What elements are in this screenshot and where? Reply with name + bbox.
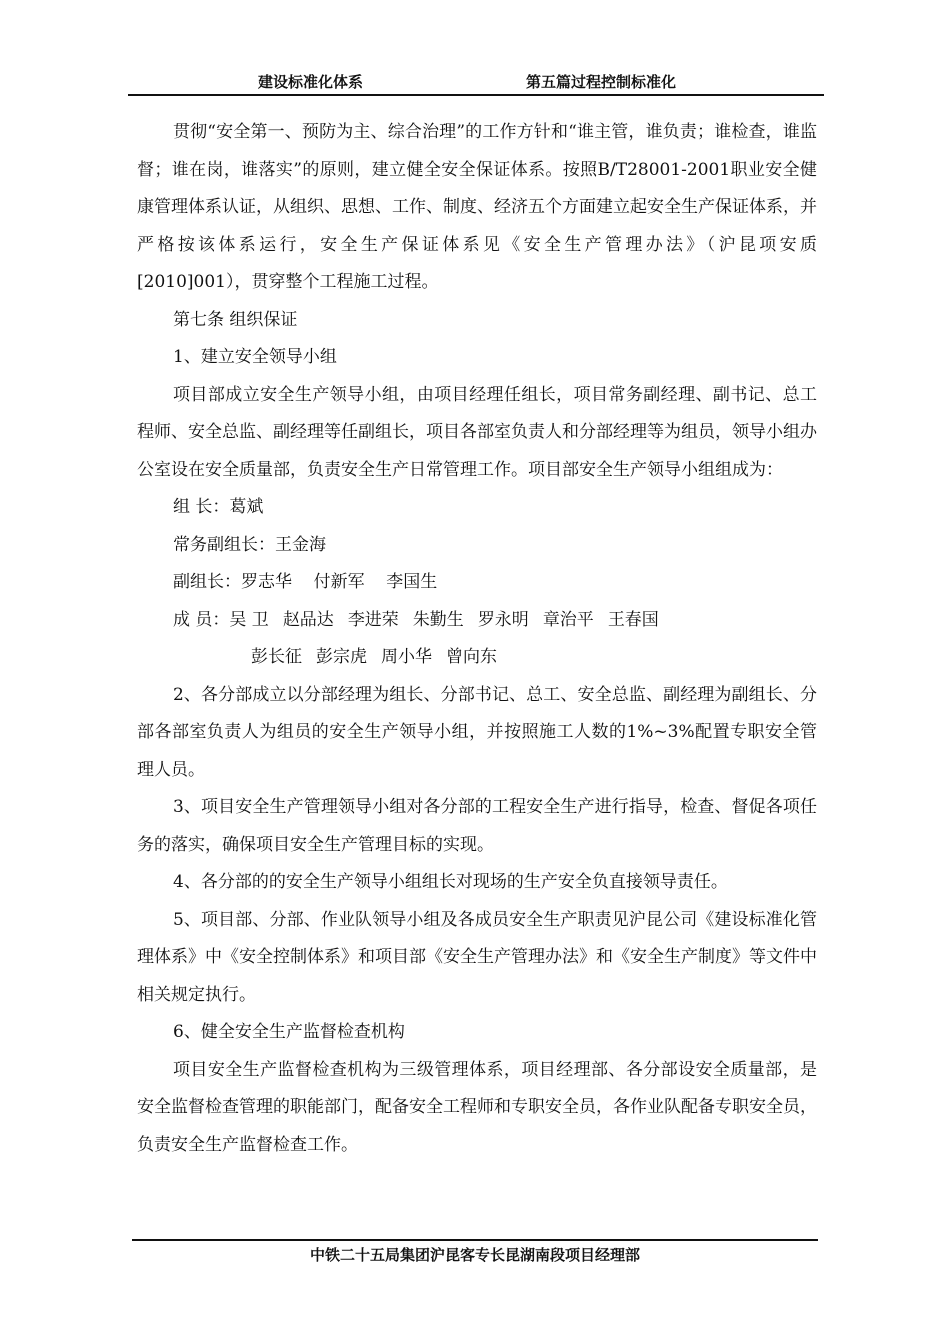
deputy-name: 罗志华 — [241, 572, 292, 592]
article-heading: 第七条 组织保证 — [173, 309, 298, 330]
header-right-title: 第五篇过程控制标准化 — [526, 73, 677, 91]
member-name: 曾向东 — [446, 647, 497, 667]
member-name: 彭宗虎 — [316, 647, 367, 667]
member-name: 罗永明 — [477, 609, 529, 630]
document-body — [137, 114, 817, 1164]
members-label: 成 员： — [173, 609, 230, 630]
section-body-2: 2、各分部成立以分部经理为组长、分部书记、总工、安全总监、副经理为副组长、分部各部室负责人为组员的安全生产领导小组，并按照施工人数的1%~3%配置专职安全管理人员。 — [137, 684, 817, 780]
section-body-1: 项目部成立安全生产领导小组，由项目经理任组长，项目常务副经理、副书记、总工程师、安全总监、副经理等任副组长，项目各部室负责人和分部经理等为组员，领导小组办公室设在安全质量部，负责安全生产日常管理工作。项目部安全生产领导小组组成为： — [137, 384, 817, 480]
page-footer: 中铁二十五局集团沪昆客专长昆湖南段项目经理部 — [309, 1246, 640, 1264]
members-block — [137, 602, 817, 677]
section-body-3: 3、项目安全生产管理领导小组对各分部的工程安全生产进行指导，检查、督促各项任务的落实，确保项目安全生产管理目标的实现。 — [137, 797, 817, 855]
intro-paragraph: 贯彻“安全第一、预防为主、综合治理”的工作方针和“谁主管，谁负责；谁检查，谁监督；谁在岗，谁落实”的原则，建立健全安全保证体系。按照B/T28001-2001职业安全健康管理体系认证，从组织、思想、工作、制度、经济五个方面建立起安全生产保证体系，并严格按该体系运行，安全生产保证体系见《安全生产管理办法》（沪昆项安质[2010]001），贯穿整个工程施工过程。 — [137, 122, 817, 292]
section-body-6: 项目安全生产监督检查机构为三级管理体系，项目经理部、各分部设安全质量部，是安全监督检查管理的职能部门，配备安全工程师和专职安全员，各作业队配备专职安全员，负责安全生产监督检查工作。 — [137, 1059, 817, 1155]
member-name: 朱勤生 — [412, 609, 464, 630]
deputy-name: 付新军 — [313, 572, 365, 592]
leader-line: 组 长：葛斌 — [173, 497, 264, 517]
section-heading-1: 1、建立安全领导小组 — [173, 347, 337, 367]
member-name: 章治平 — [542, 609, 594, 630]
member-name: 吴 卫 — [229, 609, 269, 630]
deputy-name: 李国生 — [386, 572, 438, 592]
member-name: 李进荣 — [347, 609, 399, 630]
member-name: 彭长征 — [251, 647, 302, 667]
page-header — [128, 64, 824, 96]
exec-deputy-line: 常务副组长：王金海 — [173, 534, 326, 555]
member-name: 王春国 — [607, 609, 659, 630]
member-name: 赵品达 — [282, 609, 334, 630]
section-heading-6: 6、健全安全生产监督检查机构 — [173, 1022, 405, 1042]
member-name: 周小华 — [381, 647, 432, 667]
members-row-1 — [173, 602, 817, 640]
section-body-4: 4、各分部的的安全生产领导小组组长对现场的生产安全负直接领导责任。 — [173, 872, 728, 892]
section-body-5: 5、项目部、分部、作业队领导小组及各成员安全生产职责见沪昆公司《建设标准化管理体系》中《安全控制体系》和项目部《安全生产管理办法》和《安全生产制度》等文件中相关规定执行。 — [137, 909, 817, 1005]
footer-divider — [132, 1239, 818, 1241]
members-row-2 — [173, 639, 817, 677]
deputies-label: 副组长： — [173, 572, 241, 592]
header-left-title: 建设标准化体系 — [258, 73, 364, 91]
deputies-line — [137, 564, 817, 602]
